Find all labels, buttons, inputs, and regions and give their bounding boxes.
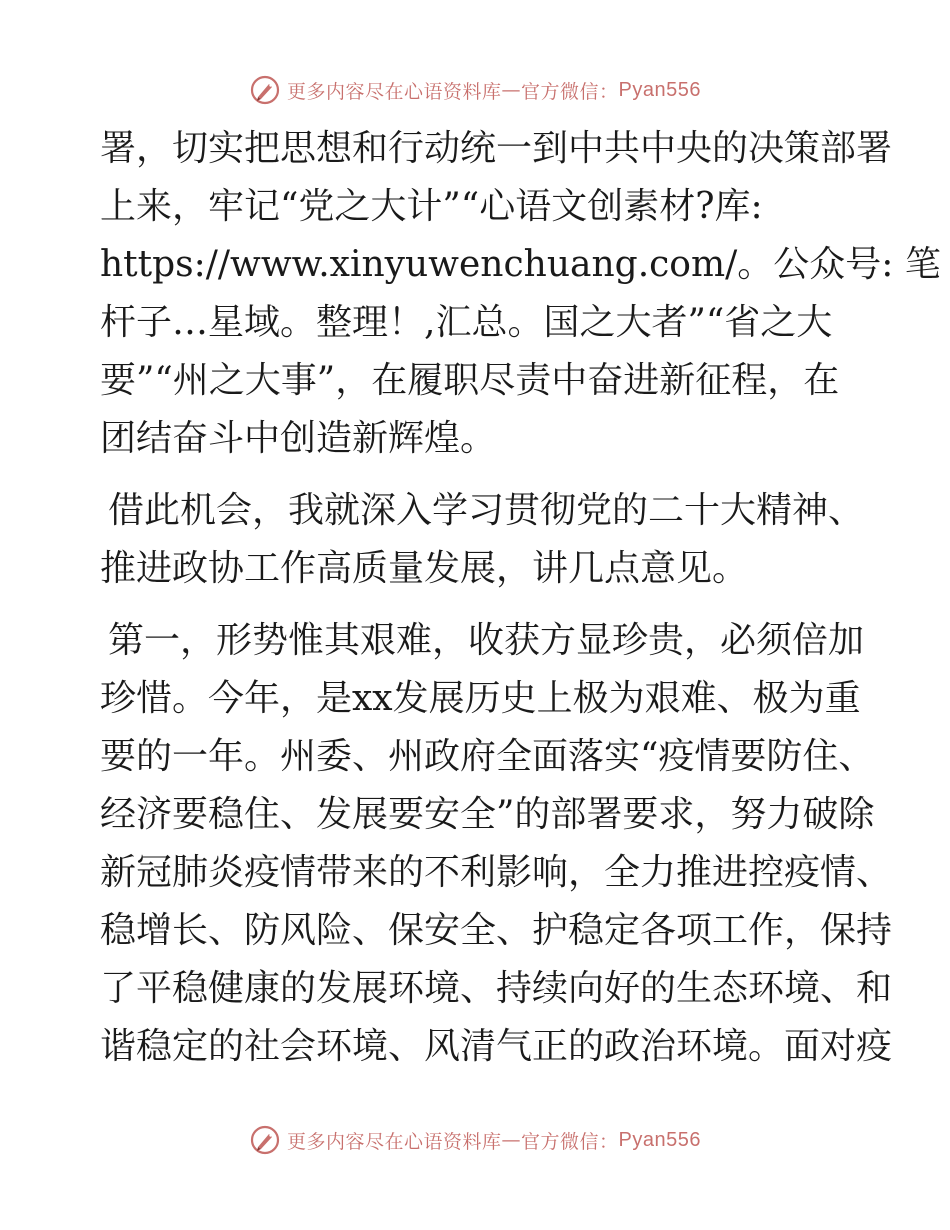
pen-logo-icon [249, 1124, 281, 1156]
text-line: https://www.xinyuwenchuang.com/。公众号: 笔 [100, 244, 941, 285]
paragraph [100, 612, 893, 1076]
text-line: 借此机会，我就深入学习贯彻党的二十大精神、 [108, 490, 865, 531]
text-line: 杆子…星域。整理！,汇总。国之大者”“省之大 [100, 302, 833, 343]
footer-banner [0, 1120, 950, 1160]
text-line: 要的一年。州委、州政府全面落实“疫情要防住、 [100, 736, 875, 777]
header-banner-separator: — [501, 79, 522, 101]
text-line: 了平稳健康的发展环境、持续向好的生态环境、和 [100, 968, 893, 1009]
text-line: 团结奋斗中创造新辉煌。 [100, 418, 497, 459]
text-line: 谐稳定的社会环境、风清气正的政治环境。面对疫 [100, 1026, 893, 1067]
footer-banner-text: 更多内容尽在心语资料库 [287, 1130, 502, 1153]
paragraph [100, 482, 865, 598]
text-line: 珍惜。今年，是xx发展历史上极为艰难、极为重 [100, 678, 861, 719]
header-banner-wechat-id: Pyan556 [618, 78, 701, 101]
header-banner-text: 更多内容尽在心语资料库 [287, 80, 502, 103]
footer-banner-separator: — [501, 1129, 522, 1151]
text-line: 上来，牢记“党之大计”“心语文创素材?库: [100, 186, 763, 227]
text-line: 署，切实把思想和行动统一到中共中央的决策部署 [100, 128, 893, 169]
document-body [100, 120, 941, 1090]
text-line: 经济要稳住、发展要安全”的部署要求，努力破除 [100, 794, 875, 835]
header-banner [0, 70, 950, 110]
footer-banner-wechat-label: 官方微信： [521, 1130, 619, 1153]
paragraph [100, 120, 941, 468]
footer-banner-wechat-id: Pyan556 [618, 1128, 701, 1151]
text-line: 稳增长、防风险、保安全、护稳定各项工作，保持 [100, 910, 893, 951]
text-line: 要”“州之大事”，在履职尽责中奋进新征程，在 [100, 360, 840, 401]
pen-logo-icon [249, 74, 281, 106]
text-line: 新冠肺炎疫情带来的不利影响，全力推进控疫情、 [100, 852, 893, 893]
text-line: 推进政协工作高质量发展，讲几点意见。 [100, 548, 749, 589]
header-banner-wechat-label: 官方微信： [521, 80, 619, 103]
text-line: 第一，形势惟其艰难，收获方显珍贵，必须倍加 [108, 620, 865, 661]
